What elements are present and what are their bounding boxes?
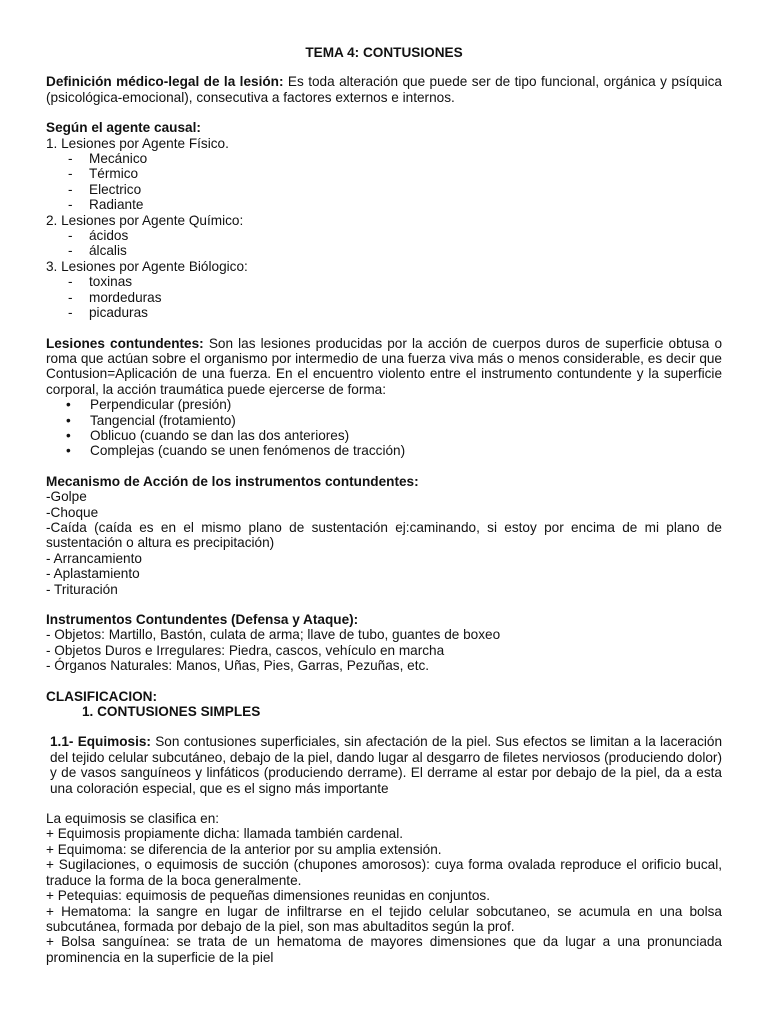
list-item: - Electrico — [46, 182, 722, 197]
list-item: - álcalis — [46, 243, 722, 258]
list-item: - Arrancamiento — [46, 550, 142, 566]
list-item: - Térmico — [46, 166, 722, 181]
list-item: - picaduras — [46, 305, 722, 320]
list-item: - Radiante — [46, 197, 722, 212]
agent-chemical-list — [46, 228, 722, 259]
equimosis-text: Son contusiones superficiales, sin afectación de la piel. Sus efectos se limitan a la laceración del tejido celular subcutáneo, debajo de la piel, dando lugar al desgarro de filetes nerviosos (produciendo dolor) y de vasos sanguíneos y linfáticos (produciendo derrame). El derrame al estar por debajo de la piel, da a esta una coloración especial, que es el signo más importante — [50, 734, 723, 796]
list-item: • Tangencial (frotamiento) — [46, 413, 722, 428]
list-item: • Complejas (cuando se unen fenómenos de tracción) — [46, 443, 722, 458]
agent-group-title: 2. Lesiones por Agente Químico: — [46, 212, 244, 228]
list-item: -Golpe — [46, 489, 87, 505]
list-item: -Caída (caída es en el mismo plano de sustentación ej:caminando, si estoy por encima de mi plano de sustentación o altura es precipitación) — [46, 519, 722, 551]
contusion-paragraph — [46, 336, 722, 398]
instruments-heading: Instrumentos Contundentes (Defensa y Ataque): — [46, 612, 359, 627]
list-item: + Equimosis propiamente dicha: llamada también cardenal. — [46, 826, 404, 842]
equimosis-label: 1.1- Equimosis: — [50, 734, 151, 750]
list-item: - mordeduras — [46, 290, 722, 305]
definition-text: Es toda alteración que puede ser de tipo funcional, orgánica y psíquica (psicológica-emocional), consecutiva a factores externos e internos. — [46, 74, 722, 105]
list-item: - ácidos — [46, 228, 722, 243]
equimosis-paragraph — [46, 734, 722, 796]
list-item: - toxinas — [46, 274, 722, 289]
list-item: - Mecánico — [46, 151, 722, 166]
agent-group-title: 3. Lesiones por Agente Biólogico: — [46, 258, 248, 274]
list-item: • Perpendicular (presión) — [46, 397, 722, 412]
list-item: -Choque — [46, 504, 99, 520]
classification-intro: La equimosis se clasifica en: — [46, 811, 220, 827]
list-item: • Oblicuo (cuando se dan las dos anteriores) — [46, 428, 722, 443]
list-item: + Petequias: equimosis de pequeñas dimensiones reunidas en conjuntos. — [46, 888, 490, 904]
mechanism-heading: Mecanismo de Acción de los instrumentos contundentes: — [46, 473, 419, 489]
list-item: + Sugilaciones, o equimosis de succión (chupones amorosos): cuya forma ovalada reproduce el orificio bucal, traduce la forma de la boca generalmente. — [46, 857, 722, 888]
force-form-list — [46, 397, 722, 459]
list-item: - Órganos Naturales: Manos, Uñas, Pies, Garras, Pezuñas, etc. — [46, 658, 430, 674]
list-item: - Objetos Duros e Irregulares: Piedra, cascos, vehículo en marcha — [46, 642, 445, 658]
list-item: + Bolsa sanguínea: se trata de un hematoma de mayores dimensiones que da lugar a una pronunciada prominencia en la superficie de la piel — [46, 934, 722, 965]
list-item: - Aplastamiento — [46, 566, 140, 582]
agent-group-title: 1. Lesiones por Agente Físico. — [46, 135, 229, 151]
document-title: TEMA 4: CONTUSIONES — [305, 45, 463, 60]
list-item: + Hematoma: la sangre en lugar de infiltrarse en el tejido celular sobcutaneo, se acumula en una bolsa subcutánea, formada por debajo de la piel, son mas abultaditos según la prof. — [46, 903, 722, 934]
definition-paragraph — [46, 74, 722, 105]
classification-subheading: 1. CONTUSIONES SIMPLES — [82, 704, 261, 720]
list-item: - Objetos: Martillo, Bastón, culata de arma; llave de tubo, guantes de boxeo — [46, 627, 501, 643]
agent-heading: Según el agente causal: — [46, 120, 201, 136]
contusion-text: Son las lesiones producidas por la acción de cuerpos duros de superficie obtusa o roma que actúan sobre el organismo por intermedio de una fuerza viva más o menos considerable, es decir que Contusion=Aplicación de una fuerza. En el encuentro violento entre el instrumento contundente y la superficie corporal, la acción traumática puede ejercerse de forma: — [46, 335, 722, 397]
list-item: - Trituración — [46, 581, 118, 597]
contusion-label: Lesiones contundentes: — [46, 335, 204, 351]
agent-physical-list — [46, 151, 722, 213]
definition-label: Definición médico-legal de la lesión: — [46, 74, 284, 90]
classification-heading: CLASIFICACION: — [46, 688, 158, 704]
list-item: + Equimoma: se diferencia de la anterior por su amplia extensión. — [46, 841, 442, 857]
agent-biological-list — [46, 274, 722, 320]
